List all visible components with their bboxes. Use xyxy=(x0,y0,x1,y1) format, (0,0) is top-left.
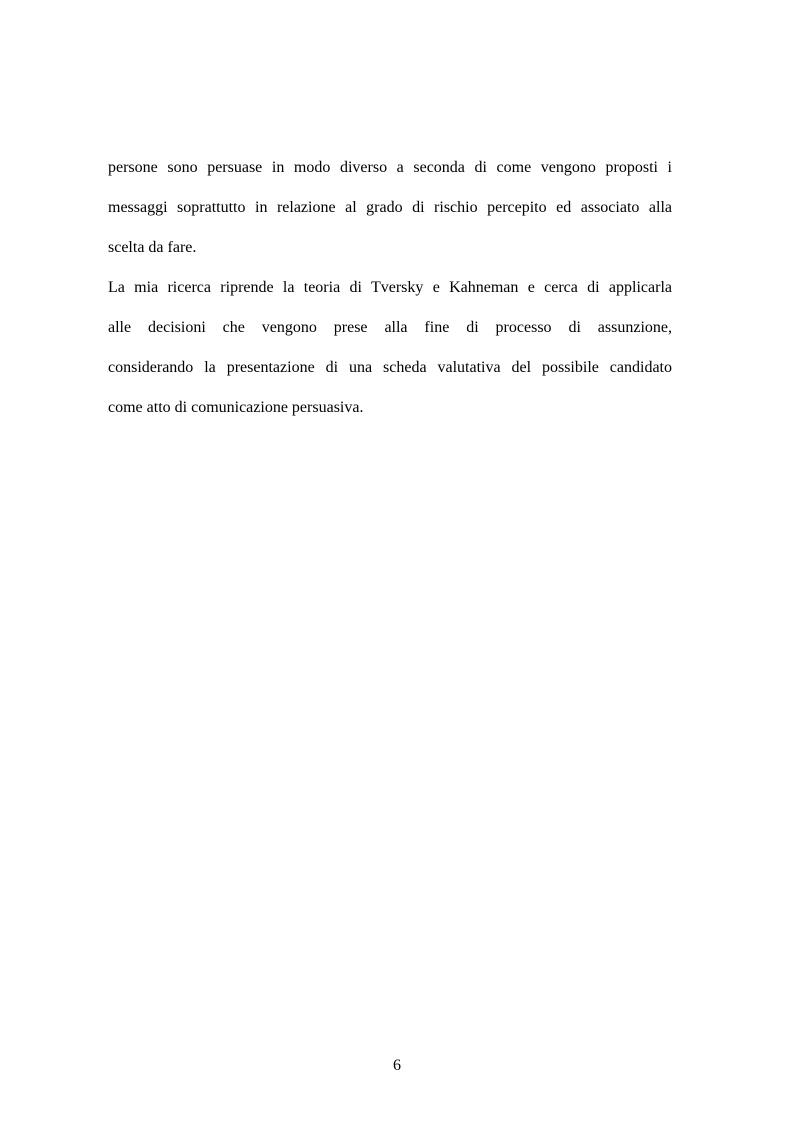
text-line: come atto di comunicazione persuasiva. xyxy=(108,399,364,416)
text-line: La mia ricerca riprende la teoria di Tversky e Kahneman e cerca di applicarla xyxy=(108,279,672,296)
paragraph-1 xyxy=(108,148,672,268)
text-line: alle decisioni che vengono prese alla fine di processo di assunzione, xyxy=(108,319,672,336)
text-line: scelta da fare. xyxy=(108,239,197,256)
page-number: 6 xyxy=(393,1057,401,1074)
body-text xyxy=(108,148,672,428)
text-line: considerando la presentazione di una scheda valutativa del possibile candidato xyxy=(108,359,672,376)
paragraph-2 xyxy=(108,268,672,428)
text-line: messaggi soprattutto in relazione al grado di rischio percepito ed associato alla xyxy=(108,199,672,216)
text-line: persone sono persuase in modo diverso a seconda di come vengono proposti i xyxy=(108,159,672,176)
